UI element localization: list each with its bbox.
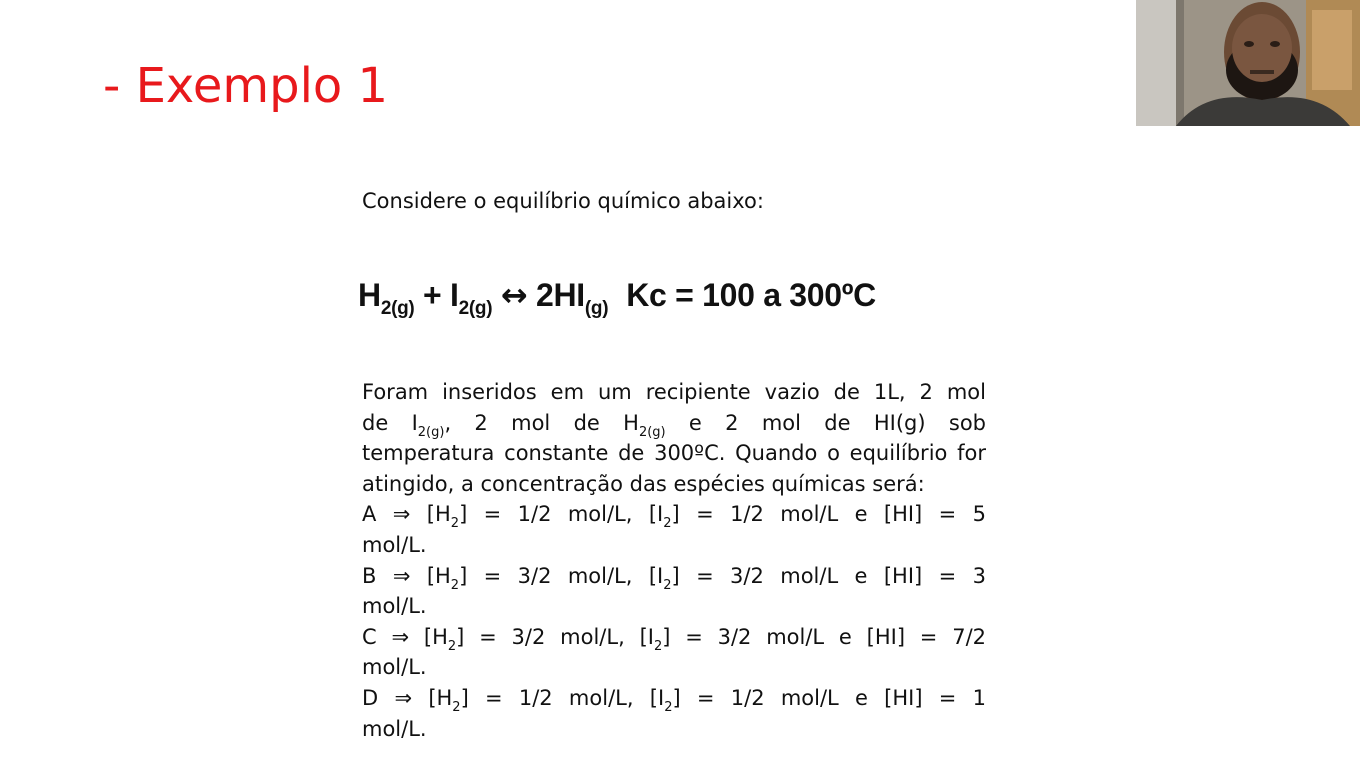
option-i2-value: ] = 1/2 mol/L e [HI] = 5 xyxy=(671,502,986,527)
problem-line-2 xyxy=(362,408,986,439)
option-line xyxy=(362,499,986,530)
option-i2-subscript: 2 xyxy=(664,699,673,715)
option-h2-subscript: 2 xyxy=(447,638,457,654)
option-i2: [I xyxy=(639,624,654,649)
implies-arrow-icon: ⇒ xyxy=(392,502,411,527)
equation-i2: I xyxy=(450,277,459,313)
answer-option-d xyxy=(362,683,986,744)
option-i2-subscript: 2 xyxy=(663,516,672,532)
option-i2-value: ] = 1/2 mol/L e [HI] = 1 xyxy=(672,685,986,710)
option-letter: A xyxy=(362,502,377,527)
option-i2-value: ] = 3/2 mol/L e [HI] = 7/2 xyxy=(662,624,987,649)
slide-title: - Exemplo 1 xyxy=(103,58,389,114)
implies-arrow-icon: ⇒ xyxy=(392,563,411,588)
option-i2-subscript: 2 xyxy=(663,577,672,593)
implies-arrow-icon: ⇒ xyxy=(394,685,413,710)
problem-line-2-b: , 2 mol de H xyxy=(444,410,639,435)
answer-option-b xyxy=(362,561,986,622)
option-letter: B xyxy=(362,563,377,588)
answer-option-a xyxy=(362,499,986,560)
equilibrium-arrow-icon: ↔ xyxy=(500,276,528,314)
problem-line-2-a-subscript: 2(g) xyxy=(417,424,445,440)
option-unit: mol/L. xyxy=(362,594,427,619)
option-h2: [H xyxy=(423,624,448,649)
option-line xyxy=(362,561,986,592)
option-letter: C xyxy=(362,624,377,649)
option-line xyxy=(362,683,986,714)
problem-line-2-b-subscript: 2(g) xyxy=(638,424,666,440)
problem-line-2-c: e 2 mol de HI(g) sob xyxy=(665,410,987,435)
option-i2: [I xyxy=(648,502,664,527)
equation-kc: Kc = 100 a 300ºC xyxy=(626,277,876,313)
option-i2-subscript: 2 xyxy=(653,638,663,654)
equation-h2: H xyxy=(358,277,381,313)
problem-line-3: temperatura constante de 300ºC. Quando o equilíbrio for xyxy=(362,441,986,466)
equation-hi: 2HI xyxy=(535,277,585,313)
option-unit: mol/L. xyxy=(362,655,427,680)
implies-arrow-icon: ⇒ xyxy=(391,624,410,649)
problem-statement xyxy=(362,377,986,744)
intro-text: Considere o equilíbrio químico abaixo: xyxy=(362,189,764,213)
problem-line-1: Foram inseridos em um recipiente vazio de 1L, 2 mol xyxy=(362,380,986,404)
answer-option-c xyxy=(362,622,986,683)
problem-line-2-a: de I xyxy=(362,410,418,435)
option-i2-value: ] = 3/2 mol/L e [HI] = 3 xyxy=(671,563,986,588)
equation-hi-subscript: (g) xyxy=(584,298,609,319)
option-h2: [H xyxy=(426,563,451,588)
presenter-webcam-video xyxy=(1136,0,1360,126)
equation-plus: + xyxy=(423,277,442,313)
option-h2-subscript: 2 xyxy=(450,577,460,593)
chemical-equation xyxy=(358,276,876,320)
option-h2-value: ] = 1/2 mol/L, xyxy=(460,685,634,710)
option-unit: mol/L. xyxy=(362,532,427,557)
problem-line-4: atingido, a concentração das espécies químicas será: xyxy=(362,471,925,496)
option-letter: D xyxy=(362,685,379,710)
option-h2-subscript: 2 xyxy=(452,699,461,715)
option-unit: mol/L. xyxy=(362,716,427,741)
option-h2-value: ] = 3/2 mol/L, xyxy=(456,624,625,649)
option-h2: [H xyxy=(428,685,453,710)
equation-i2-subscript: 2(g) xyxy=(458,298,493,319)
option-h2-subscript: 2 xyxy=(450,516,460,532)
option-line xyxy=(362,622,986,653)
presenter-webcam-icon xyxy=(1136,0,1360,126)
equation-h2-subscript: 2(g) xyxy=(380,298,415,319)
option-h2: [H xyxy=(426,502,451,527)
option-i2: [I xyxy=(648,563,664,588)
option-i2: [I xyxy=(649,685,665,710)
option-h2-value: ] = 3/2 mol/L, xyxy=(459,563,633,588)
option-h2-value: ] = 1/2 mol/L, xyxy=(459,502,633,527)
